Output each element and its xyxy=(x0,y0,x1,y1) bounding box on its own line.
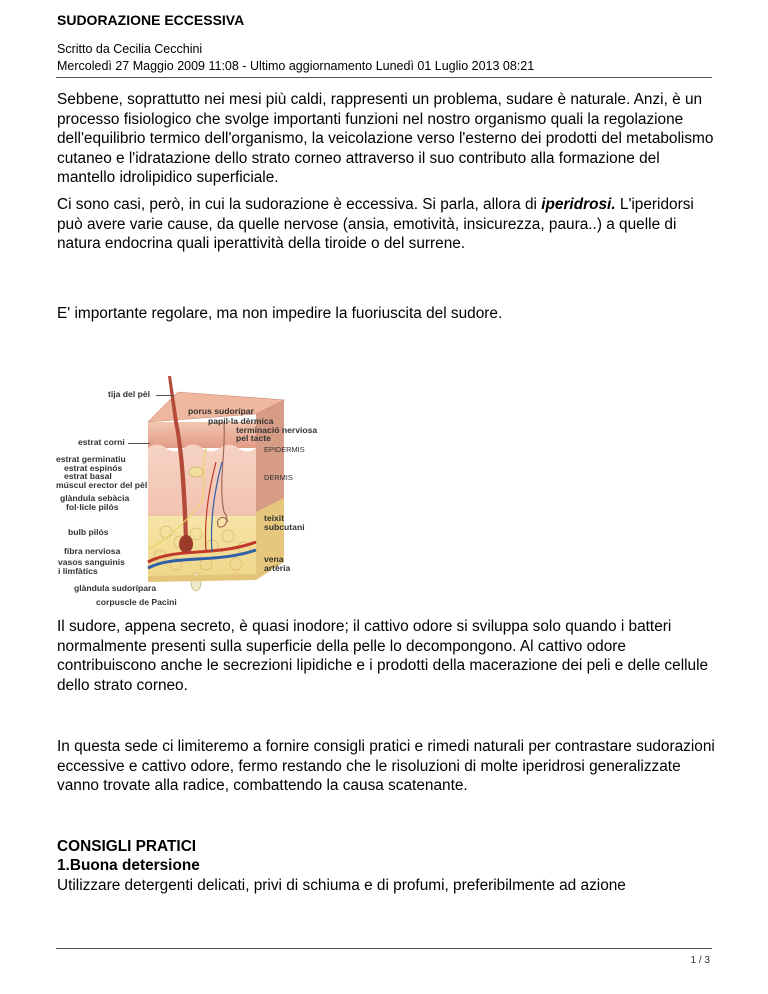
label-terminacio-2: pel tacte xyxy=(236,433,271,443)
label-vasos-2: i limfàtics xyxy=(58,566,98,576)
label-basal: estrat basal xyxy=(64,471,112,481)
paragraph-5: In questa sede ci limiteremo a fornire consigli pratici e rimedi naturali per contrastare sudorazioni eccessive e cattivo odore, fermo restando che le risoluzioni di molte iperidrosi generalizzate vanno trovate alla radice, combattendo la causa scatenante. xyxy=(57,738,715,794)
label-papilla: papil·la dèrmica xyxy=(208,416,274,426)
paragraph-1: Sebbene, soprattutto nei mesi più caldi, rappresenti un problema, sudare è naturale. Anzi, è un processo fisiologico che svolge importanti funzioni nel nostro organismo quali la regolazione dell'equilibrio termico dell'organismo, la veicolazione verso l'esterno dei prodotti del metabolismo cutaneo e l'idratazione dello strato corneo attraverso il suo contributo alla formazione del mantello idrolipidico superficiale. xyxy=(57,91,714,186)
paragraph-3: E' importante regolare, ma non impedire la fuoriuscita del sudore. xyxy=(57,305,503,322)
skin-diagram xyxy=(56,352,316,610)
label-tija: tija del pèl xyxy=(108,389,151,399)
paragraph-2-end: L'iperidorsi può avere varie cause, da quelle nervose (ansia, emotività, insicurezza, paura..) a quelle di natura endocrina quali iperattività della tiroide o del surrene. xyxy=(57,196,694,252)
paragraph-2-start: Ci sono casi, però, in cui la sudorazione è eccessiva. Si parla, allora di xyxy=(57,196,542,213)
label-fibra: fibra nerviosa xyxy=(64,546,121,556)
author-line: Scritto da Cecilia Cecchini xyxy=(57,42,203,56)
label-terminacio-1: terminació nerviosa xyxy=(236,425,318,435)
label-dermis: DERMIS xyxy=(264,473,293,482)
paragraph-6: Utilizzare detergenti delicati, privi di schiuma e di profumi, preferibilmente ad azione xyxy=(57,877,626,894)
label-espinos: estrat espinós xyxy=(64,463,123,473)
footer-divider xyxy=(56,948,712,949)
label-bulb: bulb pilós xyxy=(68,527,109,537)
label-vasos-1: vasos sanguinis xyxy=(58,557,125,567)
label-teixit-1: teixit xyxy=(264,513,285,523)
label-teixit-2: subcutani xyxy=(264,522,305,532)
label-pacini: corpuscle de Pacini xyxy=(96,597,177,607)
leader-line xyxy=(156,395,174,396)
dermis-layer xyxy=(148,445,256,519)
label-sudoripara: glàndula sudorípara xyxy=(74,583,157,593)
label-arteria: artèria xyxy=(264,563,291,573)
label-porus: porus sudorípar xyxy=(188,406,254,416)
iperidrosi-term: iperidrosi. xyxy=(541,196,616,213)
label-musculus: múscul erector del pèl xyxy=(56,480,148,490)
hair-bulb xyxy=(179,535,193,553)
label-folicle: fol·licle pilós xyxy=(66,502,119,512)
header-divider xyxy=(56,77,712,78)
section-title: CONSIGLI PRATICI xyxy=(57,838,197,855)
subsection-title: 1.Buona detersione xyxy=(57,857,200,874)
paragraph-2 xyxy=(57,195,717,254)
label-epidermis: EPIDERMIS xyxy=(264,445,305,454)
label-glandula-sebacia: glàndula sebàcia xyxy=(60,493,130,503)
label-estrat-corni: estrat corni xyxy=(78,437,125,447)
paragraph-4: Il sudore, appena secreto, è quasi inodore; il cattivo odore si sviluppa solo quando i batteri normalmente presenti sulla superficie della pelle lo decompongono. Al cattivo odore contribuiscono anche le secrezioni lipidiche e i prodotti della macerazione dei peli e delle cellule dello strato corneo. xyxy=(57,618,709,694)
label-germinatiu: estrat germinatiu xyxy=(56,454,126,464)
leader-line xyxy=(128,443,150,444)
document-title: SUDORAZIONE ECCESSIVA xyxy=(57,12,245,28)
date-line: Mercoledì 27 Maggio 2009 11:08 - Ultimo aggiornamento Lunedì 01 Luglio 2013 08:21 xyxy=(57,59,535,73)
page-number: 1 / 3 xyxy=(690,955,710,966)
label-vena: vena xyxy=(264,554,284,564)
